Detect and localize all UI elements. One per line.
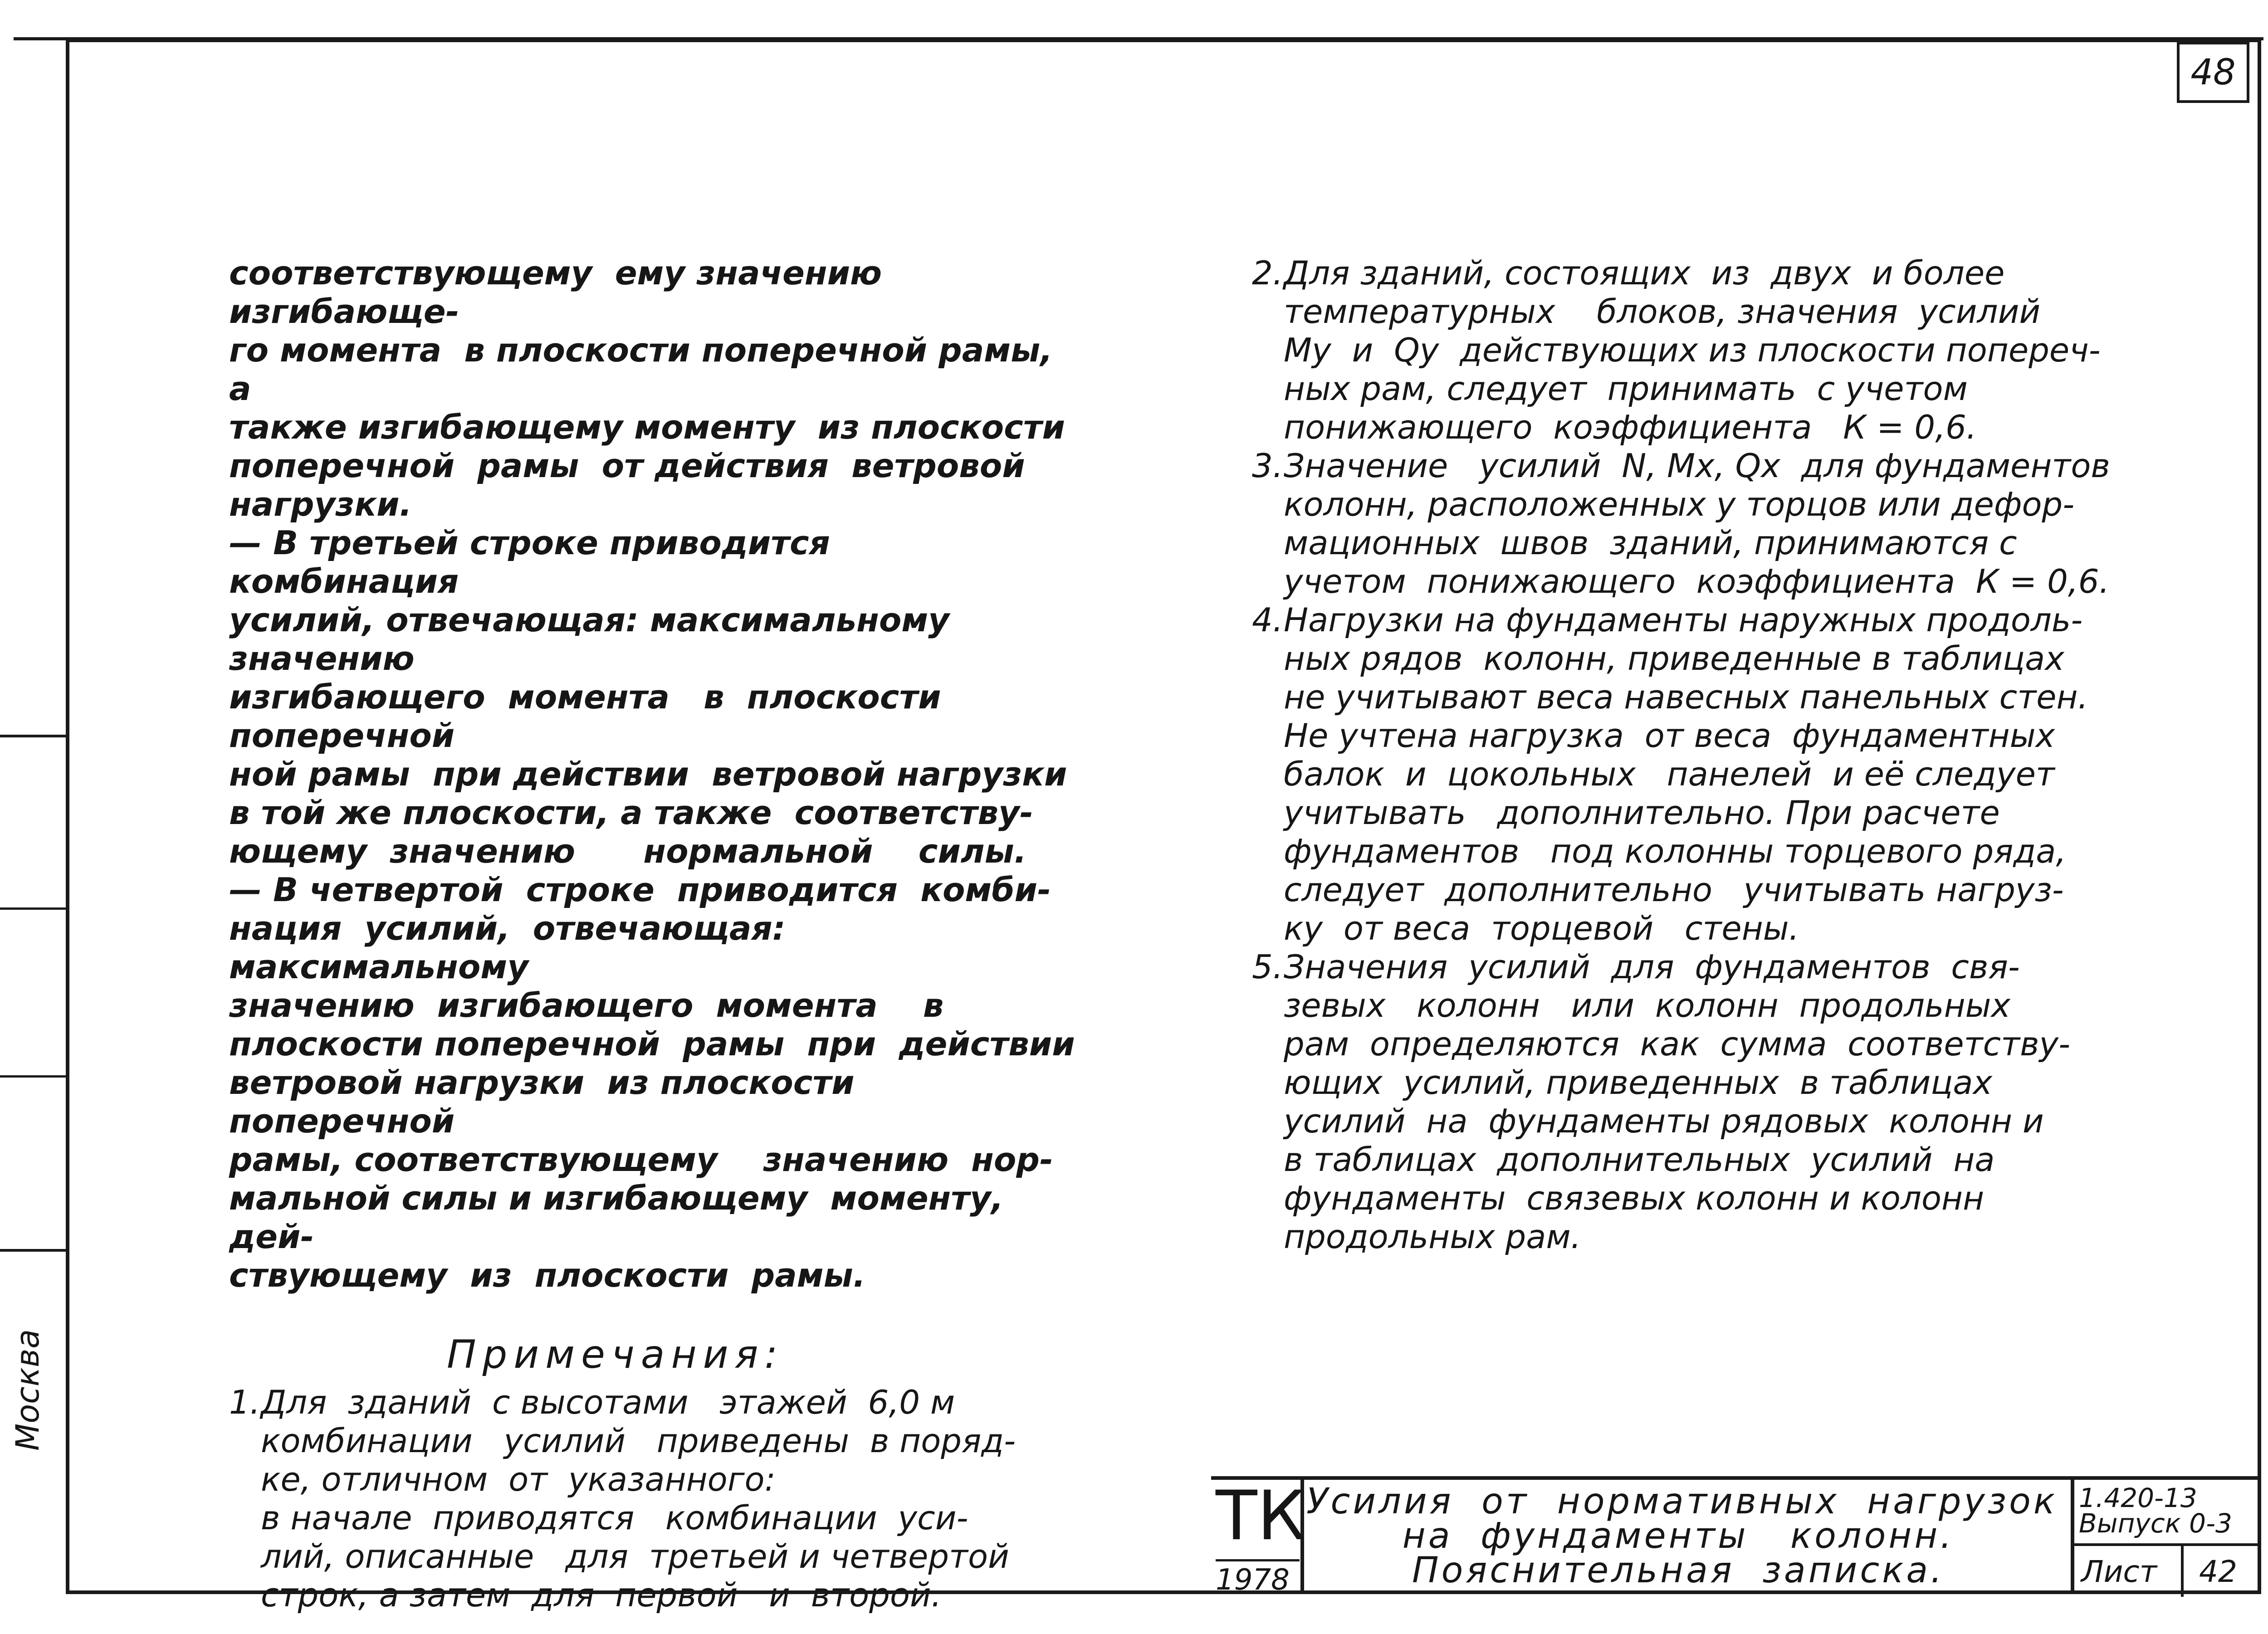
- left-paragraph-2: — В третьей строке приводится комбинация усилий, отвечающая: максимальному значению изгибающего момента в плоскости поперечной ной рамы при действии ветровой нагрузки в той же плоскости, а также соответству- ющему значению нормальной силы.: [229, 524, 1067, 870]
- left-text-column: [229, 254, 1082, 1614]
- note-text: Значения усилий для фундаментов свя- зевых колонн или колонн продольных рам определяются как сумма соответству- ющих усилий, приведенных в таблицах усилий на фундаменты рядовых колонн и в таблицах дополнительных усилий на фундаменты связевых колонн и колонн продольных рам.: [1284, 948, 2071, 1256]
- note-item: [1252, 447, 2123, 601]
- document-code: [2079, 1483, 2232, 1539]
- document-code-line-1: 1.420-13: [2079, 1483, 2197, 1513]
- sheet-cell: [2074, 1543, 2261, 1594]
- notes-title: Примечания:: [447, 1332, 784, 1377]
- note-item: [1252, 601, 2123, 948]
- right-text-column: [1252, 254, 2123, 1256]
- note-number: 2.: [1252, 254, 1283, 292]
- note-text: Для зданий с высотами этажей 6,0 м комбинации усилий приведены в поряд- ке, отличном от указанного: в начале приводятся комбинации уси- лий, описанные для третьей и четвертой строк, а затем для первой и второй.: [261, 1383, 1016, 1614]
- margin-stamp-strip: [0, 735, 66, 1252]
- title-block: [1211, 1476, 2261, 1597]
- left-paragraph-1: соответствующему ему значению изгибающе- го момента в плоскости поперечной рамы, а также изгибающему моменту из плоскости поперечной рамы от действия ветровой нагрузки.: [229, 254, 1065, 523]
- title-block-logo: [1211, 1477, 1306, 1597]
- margin-stamp-cell: [0, 910, 66, 1078]
- page-number: 48: [2177, 42, 2249, 103]
- note-item: [1252, 948, 2123, 1256]
- margin-stamp-cell: [0, 737, 66, 910]
- title-line-2: на фундаменты колонн.: [1402, 1516, 1955, 1556]
- note-item: [1252, 254, 2123, 447]
- title-line-1: Усилия от нормативных нагрузок: [1306, 1481, 2058, 1522]
- title-block-title: [1306, 1481, 2058, 1591]
- title-block-code-area: [2071, 1480, 2261, 1594]
- organization-logo: ТК: [1216, 1477, 1306, 1556]
- note-text: Нагрузки на фундаменты наружных продоль- ных рядов колонн, приведенные в таблицах не учитывают веса навесных панельных стен. Не учтена нагрузка от веса фундаментных балок и цокольных панелей и её следует учитывать дополнительно. При расчете фундаментов под колонны торцевого ряда, следует дополнительно учитывать нагруз- ку от веса торцевой стены.: [1284, 601, 2088, 947]
- margin-city-label: Москва: [9, 1329, 46, 1451]
- note-number: 4.: [1252, 601, 1283, 639]
- sheet-label: Лист: [2081, 1554, 2157, 1589]
- note-item: [229, 1383, 1082, 1614]
- title-block-year: 1978: [1216, 1559, 1300, 1597]
- note-number: 3.: [1252, 447, 1283, 485]
- left-paragraph-3: — В четвертой строке приводится комби- нация усилий, отвечающая: максимальному значению изгибающего момента в плоскости поперечной рамы при действии ветровой нагрузки из плоскости поперечной рамы, соответствующему значению нор- мальной силы и изгибающему моменту, дей- ствующему из плоскости рамы.: [229, 871, 1075, 1294]
- sheet-number: 42: [2199, 1554, 2237, 1589]
- document-code-line-2: Выпуск 0-3: [2079, 1508, 2232, 1539]
- title-line-3: Пояснительная записка.: [1412, 1550, 1945, 1591]
- note-number: 5.: [1252, 948, 1283, 986]
- note-text: Значение усилий N, Mx, Qx для фундаментов колонн, расположенных у торцов или дефор- мационных швов зданий, принимаются с учетом понижающего коэффициента К = 0,6.: [1284, 447, 2110, 600]
- note-text: Для зданий, состоящих из двух и более температурных блоков, значения усилий My и Qy действующих из плоскости попереч- ных рам, следует принимать с учетом понижающего коэффициента К = 0,6.: [1284, 254, 2101, 446]
- sheet-divider: [2181, 1546, 2184, 1597]
- note-number: 1.: [229, 1383, 260, 1421]
